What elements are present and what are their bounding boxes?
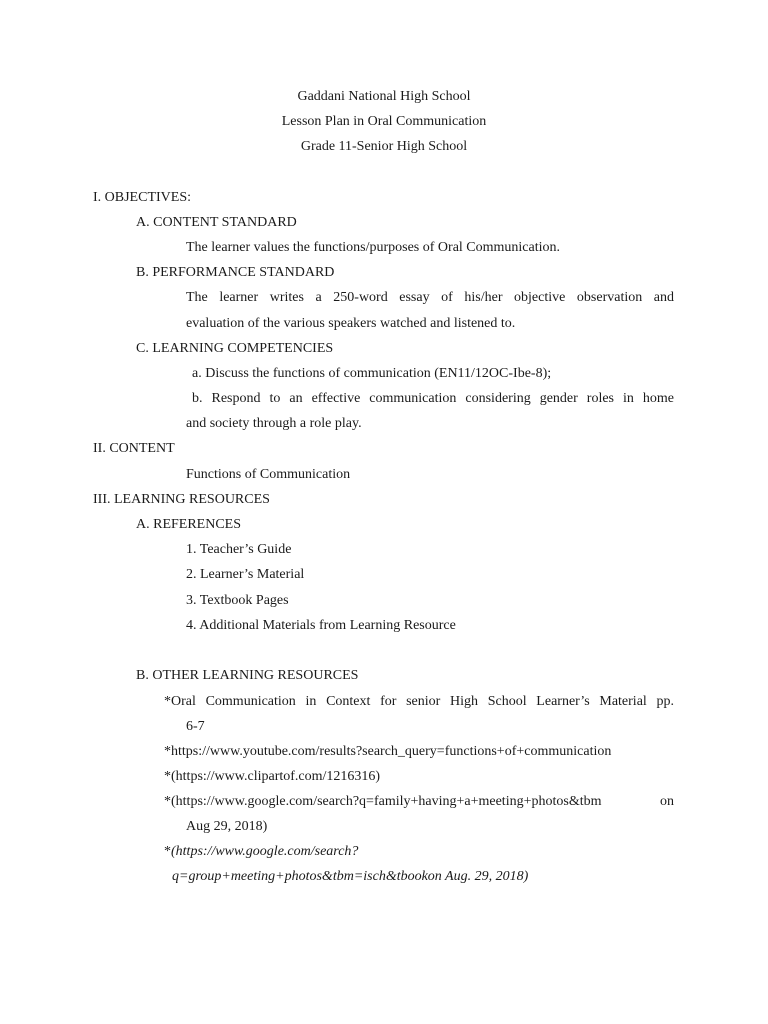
references-label: A. REFERENCES xyxy=(136,517,242,532)
bullet-asterisk: * xyxy=(164,844,171,859)
lesson-plan-title: Lesson Plan in Oral Communication xyxy=(281,114,487,129)
other-resource-item-2: *https://www.youtube.com/results?search_query=functions+of+communication xyxy=(164,744,612,759)
grade-level: Grade 11-Senior High School xyxy=(300,139,468,154)
other-resource-item-3: *(https://www.clipartof.com/1216316) xyxy=(164,769,381,784)
content-heading: II. CONTENT xyxy=(93,441,175,456)
other-resource-item-5-url: (https://www.google.com/search? xyxy=(171,844,359,859)
performance-standard-text-line1: The learner writes a 250-word essay of his/her objective observation and xyxy=(186,290,674,305)
other-resource-item-4-line2: Aug 29, 2018) xyxy=(186,819,268,834)
competency-b-line1: b. Respond to an effective communication considering gender roles in home xyxy=(192,391,674,406)
other-resource-item-1-line1: *Oral Communication in Context for senior High School Learner’s Material pp. xyxy=(164,694,674,709)
performance-standard-text-line2: evaluation of the various speakers watched and listened to. xyxy=(186,316,516,331)
performance-standard-label: B. PERFORMANCE STANDARD xyxy=(136,265,335,280)
competency-b-line2: and society through a role play. xyxy=(186,416,362,431)
reference-item: 2. Learner’s Material xyxy=(186,567,305,582)
other-resources-label: B. OTHER LEARNING RESOURCES xyxy=(136,668,359,683)
other-resource-item-1-line2: 6-7 xyxy=(186,719,205,734)
school-name: Gaddani National High School xyxy=(297,89,471,104)
other-resource-item-5-line1 xyxy=(164,843,358,861)
content-standard-label: A. CONTENT STANDARD xyxy=(136,215,297,230)
other-resource-item-5-line2: q=group+meeting+photos&tbm=isch&tbookon Aug. 29, 2018) xyxy=(172,869,529,884)
reference-item: 3. Textbook Pages xyxy=(186,593,289,608)
content-text: Functions of Communication xyxy=(186,467,351,482)
other-resource-item-4-line1: *(https://www.google.com/search?q=family+having+a+meeting+photos&tbm on xyxy=(164,794,674,809)
competency-a: a. Discuss the functions of communication (EN11/12OC-Ibe-8); xyxy=(192,366,552,381)
content-standard-text: The learner values the functions/purposes of Oral Communication. xyxy=(186,240,561,255)
learning-resources-heading: III. LEARNING RESOURCES xyxy=(93,492,270,507)
reference-item: 1. Teacher’s Guide xyxy=(186,542,292,557)
objectives-heading: I. OBJECTIVES: xyxy=(93,190,191,205)
learning-competencies-label: C. LEARNING COMPETENCIES xyxy=(136,341,334,356)
reference-item: 4. Additional Materials from Learning Resource xyxy=(186,618,456,633)
